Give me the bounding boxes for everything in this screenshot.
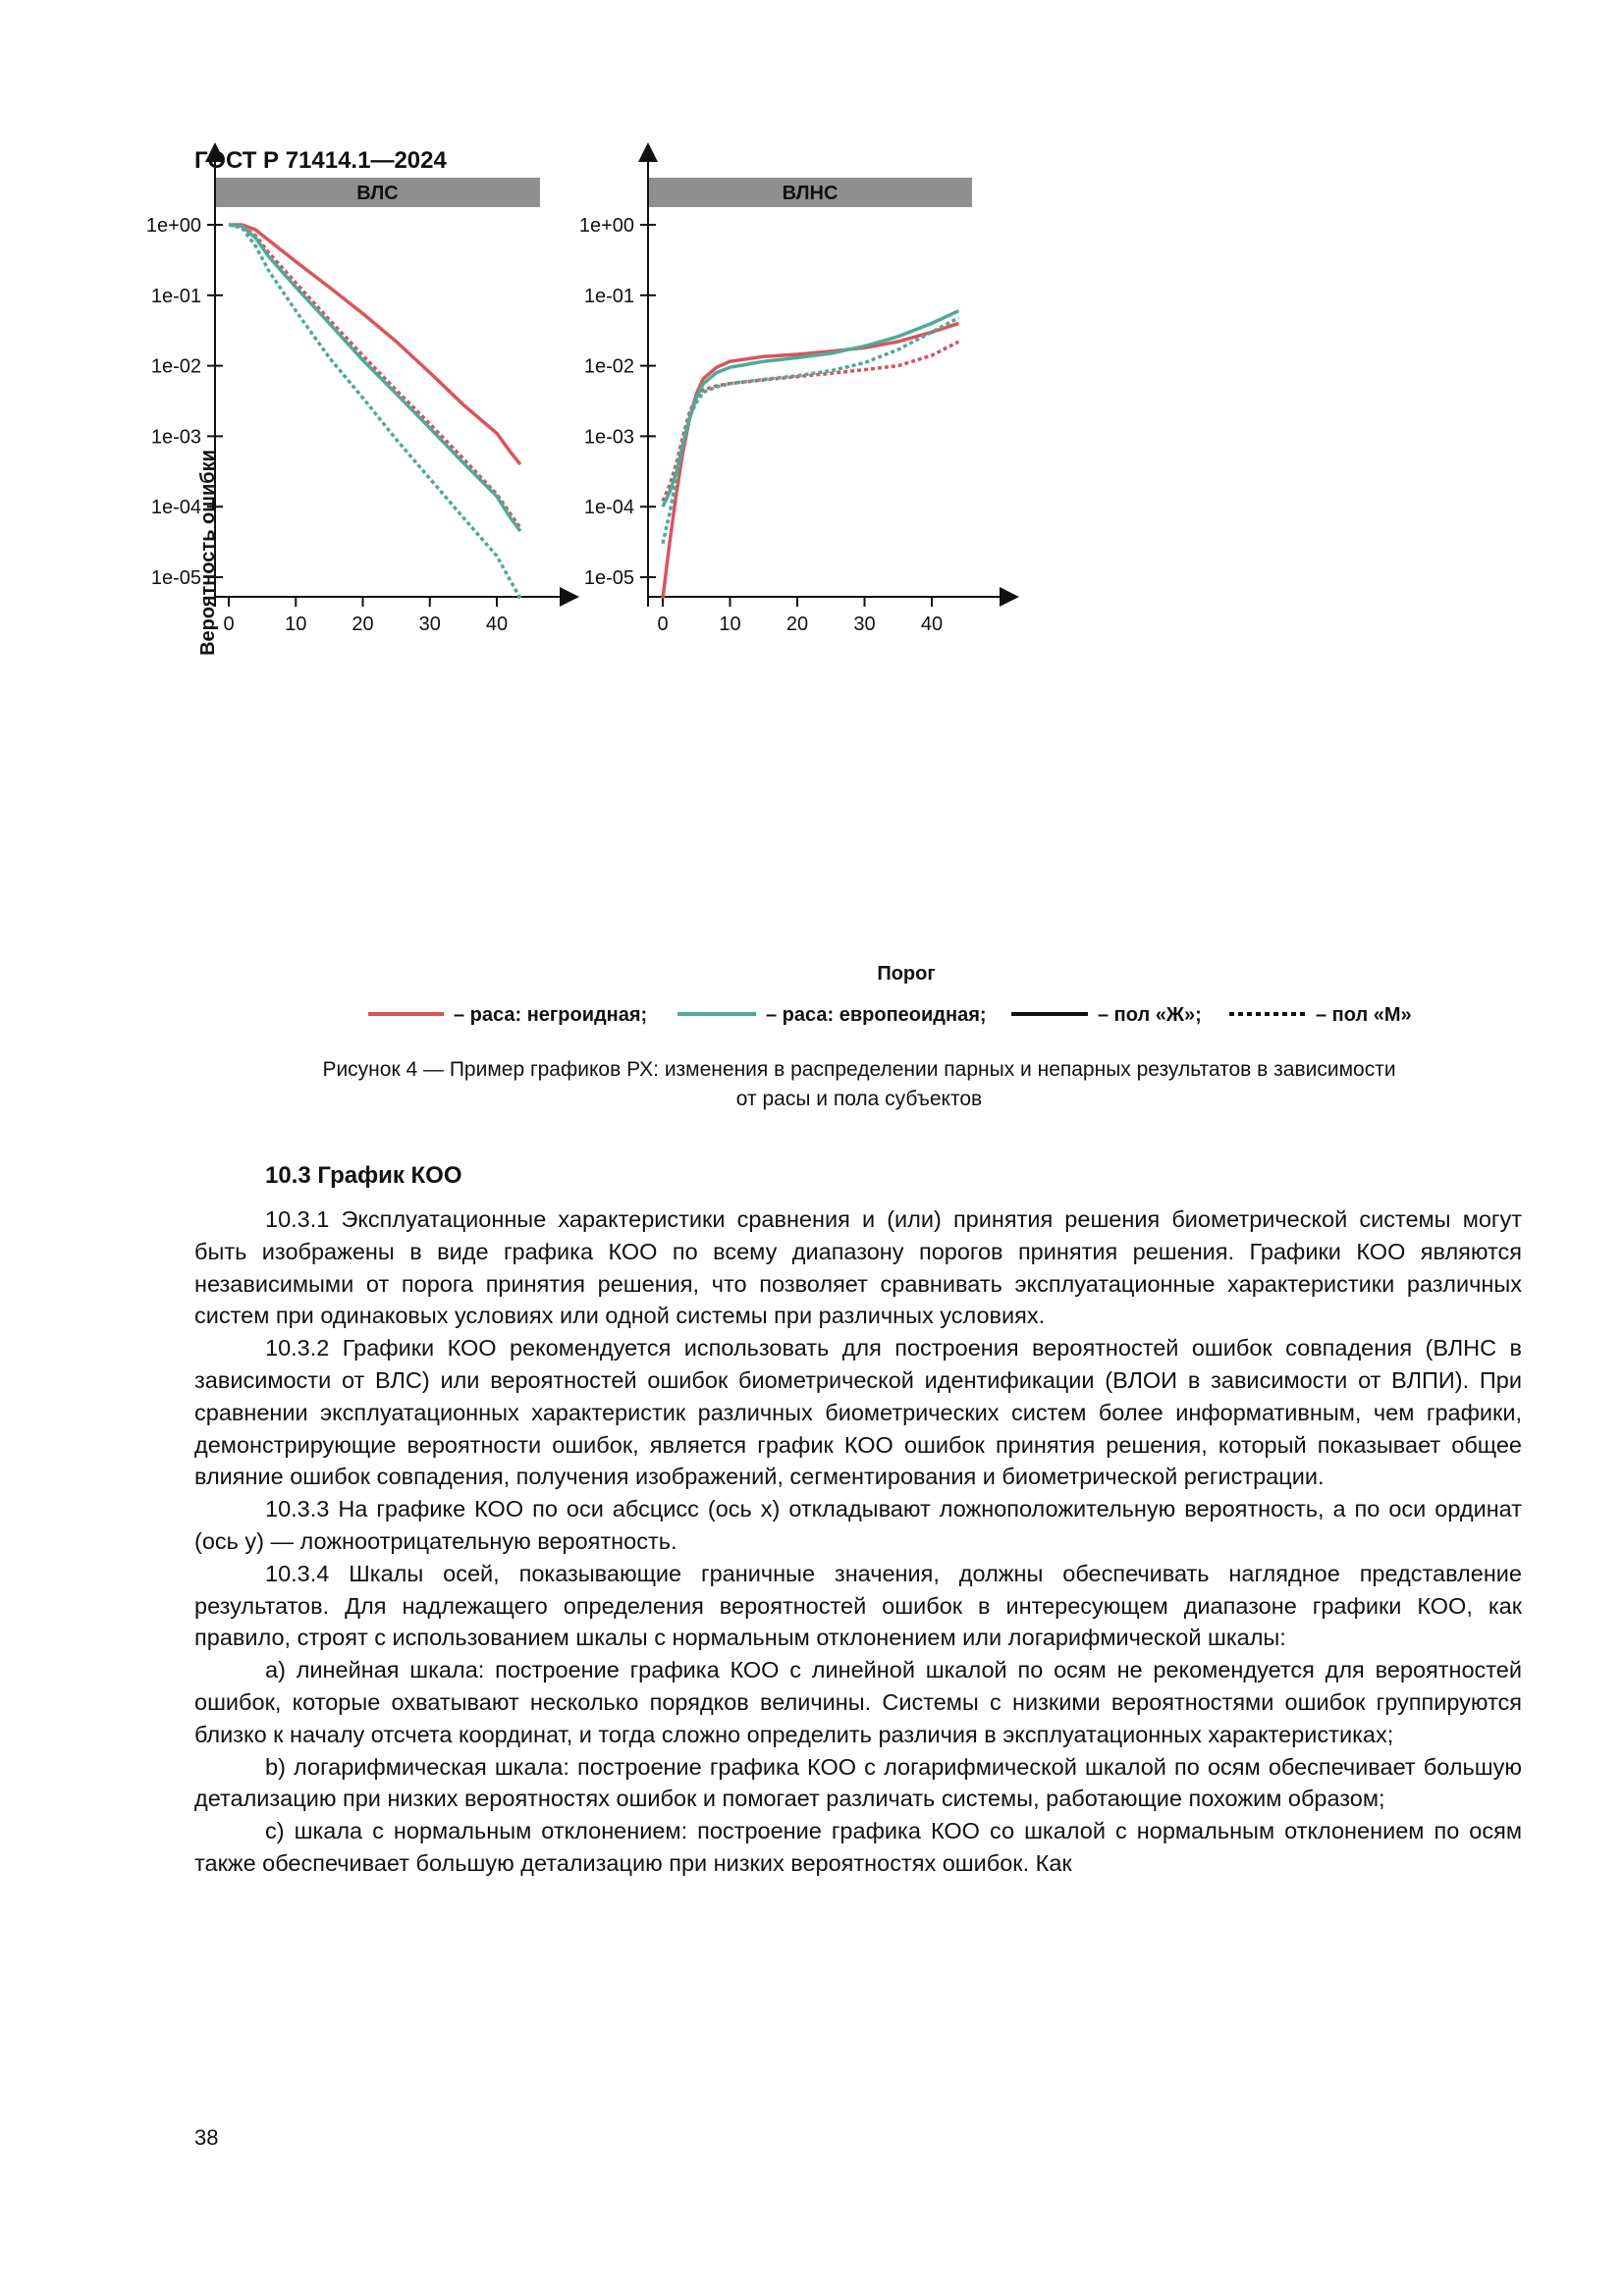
panel-title: ВЛС [356, 183, 399, 204]
paragraph: 10.3.1 Эксплуатационные характеристики сравнения и (или) принятия решения биометрической системы могут быть изображены в виде графика КОО по всему диапазону порогов принятия решения. Графики КОО являются независимыми от порога принятия решения, что позволяет сравнивать эксплуатационные характеристики различных систем при одинаковых условиях или одной системы при различных условиях. [194, 1206, 1522, 1329]
x-tick-label: 40 [920, 614, 944, 635]
legend-solid-label: – пол «Ж»; [1098, 1004, 1202, 1026]
y-tick-label: 1e-03 [583, 426, 634, 449]
y-axis-label: Вероятность ошибки [197, 450, 219, 656]
series-line [663, 342, 958, 502]
list-item: c) шкала с нормальным отклонением: построение графика КОО со шкалой с нормальным отклонением по осям также обеспечивает большую детализацию при низких вероятностях ошибок. Как [194, 1818, 1522, 1876]
y-tick-label: 1e-04 [150, 497, 201, 519]
figure-caption [187, 1055, 1532, 1114]
document-header: ГОСТ Р 71414.1—2024 [194, 147, 447, 174]
series-line [663, 311, 958, 507]
y-tick-label: 1e-02 [150, 355, 201, 378]
figure-caption-line-2: от расы и пола субъектов [735, 1088, 983, 1110]
paragraph: 10.3.3 На графике КОО по оси абсцисс (ось x) откладывают ложноположительную вероятность, а по оси ординат (ось y) — ложноотрицательную вероятность. [194, 1496, 1522, 1554]
y-tick-label: 1e-03 [150, 426, 201, 449]
series-line [229, 225, 520, 531]
y-tick-label: 1e-01 [583, 285, 634, 307]
x-tick-label: 20 [785, 614, 809, 635]
paragraph: 10.3.2 Графики КОО рекомендуется использовать для построения вероятностей ошибок совпадения (ВЛНС в зависимости от ВЛС) или вероятностей ошибок биометрической идентификации (ВЛОИ в зависимости от ВЛПИ). При сравнении эксплуатационных характеристик различных биометрических систем более информативным, чем графики, демонстрирующие вероятности ошибок, является график КОО ошибок принятия решения, который показывает общее влияние ошибок совпадения, получения изображений, сегментирования и биометрической регистрации. [194, 1335, 1522, 1490]
x-tick-label: 40 [485, 614, 509, 635]
y-tick-label: 1e+00 [145, 215, 201, 237]
panel-title: ВЛНС [782, 183, 839, 204]
x-tick-label: 0 [657, 614, 669, 635]
page-number: 38 [194, 2125, 219, 2150]
section-title: 10.3 График КОО [265, 1162, 462, 1189]
legend [368, 1004, 1412, 1026]
legend-teal-label: – раса: европеоидная; [766, 1004, 987, 1026]
chart-panel-vlns [579, 152, 1009, 635]
y-tick-label: 1e+00 [578, 215, 634, 237]
series-line [229, 225, 520, 528]
figure-4 [145, 183, 1532, 1039]
series-line [229, 225, 520, 599]
legend-dotted-label: – пол «М» [1316, 1004, 1412, 1026]
x-tick-label: 30 [853, 614, 876, 635]
series-line [663, 323, 958, 598]
x-axis-label: Порог [877, 963, 936, 985]
paragraph: 10.3.4 Шкалы осей, показывающие граничные значения, должны обеспечивать наглядное представление результатов. Для надлежащего определения вероятностей ошибок в интересующем диапазоне графики КОО, как правило, строят с использованием шкалы с нормальным отклонением или логарифмической шкалы: [194, 1560, 1522, 1651]
y-tick-label: 1e-02 [583, 355, 634, 378]
x-tick-label: 30 [418, 614, 441, 635]
figure-caption-line-1: Рисунок 4 — Пример графиков РХ: изменения в распределении парных и непарных результатов в зависимости [322, 1058, 1396, 1081]
x-tick-label: 0 [223, 614, 235, 635]
y-tick-label: 1e-05 [150, 567, 201, 589]
y-tick-label: 1e-05 [583, 567, 634, 589]
list-item: а) линейная шкала: построение графика КОО с линейной шкалой по осям не рекомендуется для вероятностей ошибок, которые охватывают несколько порядков величины. Системы с низкими вероятностями ошибок группируются близко к началу отсчета координат, и тогда сложно определить различия в эксплуатационных характеристиках; [194, 1657, 1522, 1747]
x-tick-label: 10 [285, 614, 307, 635]
chart-figure [145, 183, 1532, 1039]
y-tick-label: 1e-04 [583, 497, 634, 519]
body-text [194, 1203, 1522, 1880]
y-tick-label: 1e-01 [150, 285, 201, 307]
x-tick-label: 10 [719, 614, 741, 635]
list-item: b) логарифмическая шкала: построение графика КОО с логарифмической шкалой по осям обеспечивает большую детализацию при низких вероятностях ошибок и помогает различать системы, работающие похожим образом; [194, 1753, 1522, 1812]
legend-red-label: – раса: негроидная; [454, 1004, 648, 1026]
x-tick-label: 20 [352, 614, 374, 635]
